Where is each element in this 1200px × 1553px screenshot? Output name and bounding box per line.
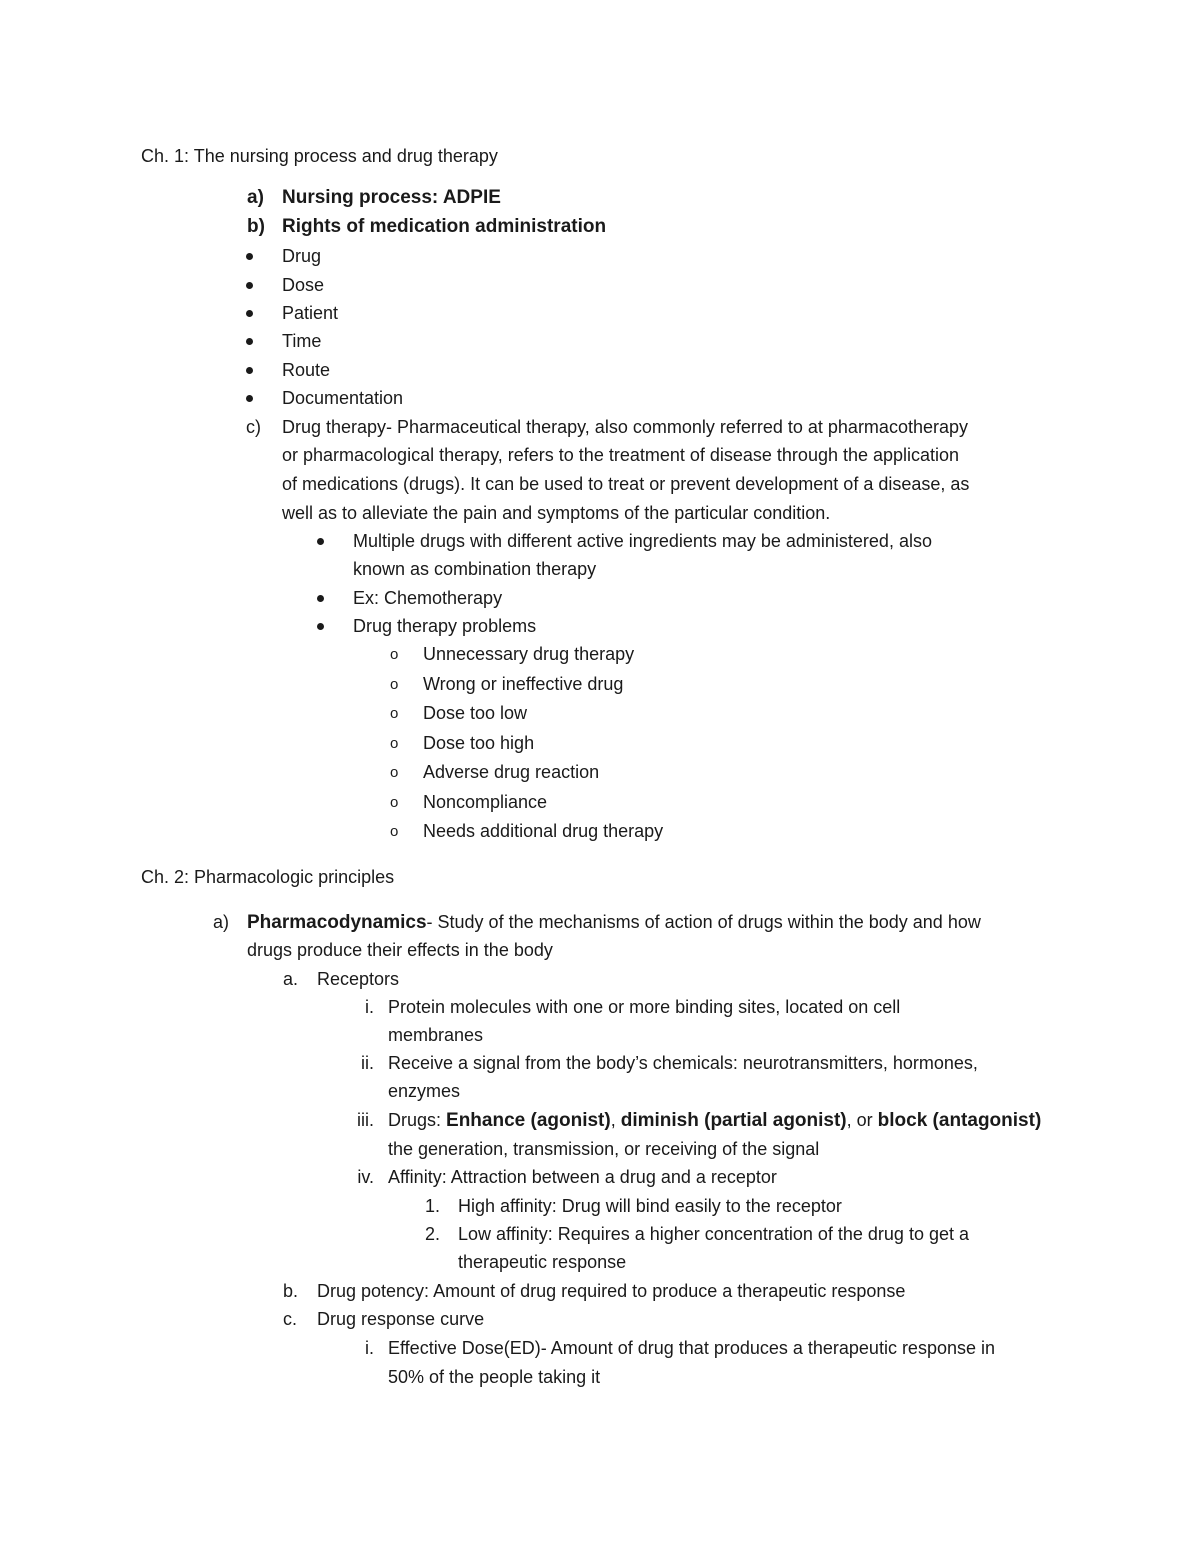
ch1-a-text: Nursing process: ADPIE xyxy=(282,187,501,208)
numbered-label: 1. xyxy=(425,1196,441,1216)
pharmacodynamics-def: - Study of the mechanisms of action of drugs within the body and how xyxy=(426,912,981,932)
roman-label: iv. xyxy=(357,1167,374,1187)
drugs-prefix: Drugs: xyxy=(388,1110,447,1130)
sub-bullet-line: known as combination therapy xyxy=(353,559,597,579)
curve-text: Drug response curve xyxy=(317,1309,485,1329)
ch1-c-line: or pharmacological therapy, refers to the treatment of disease through the application xyxy=(282,445,960,465)
bullet-icon xyxy=(246,338,253,345)
potency-label: b. xyxy=(283,1281,299,1301)
drugs-sep: , or xyxy=(846,1110,878,1130)
ed-line: Effective Dose(ED)- Amount of drug that produces a therapeutic response in xyxy=(388,1338,995,1358)
affinity-text: Affinity: Attraction between a drug and a receptor xyxy=(388,1167,777,1187)
ch1-b-text: Rights of medication administration xyxy=(282,216,607,237)
problem-item: Adverse drug reaction xyxy=(423,762,600,782)
receptor-detail-line: membranes xyxy=(388,1025,484,1045)
circle-marker: o xyxy=(390,794,399,811)
ch1-c-line: of medications (drugs). It can be used to treat or prevent development of a disease, as xyxy=(282,474,970,494)
right-item: Dose xyxy=(282,275,325,295)
bullet-icon xyxy=(317,623,324,630)
sub-bullet-line: Multiple drugs with different active ingredients may be administered, also xyxy=(353,531,932,551)
roman-label: iii. xyxy=(357,1110,374,1130)
potency-text: Drug potency: Amount of drug required to produce a therapeutic response xyxy=(317,1281,906,1301)
roman-label: i. xyxy=(365,1338,374,1358)
ch2-a-line2: drugs produce their effects in the body xyxy=(247,940,553,960)
receptor-detail-line: Protein molecules with one or more binding sites, located on cell xyxy=(388,997,901,1017)
right-item: Drug xyxy=(282,246,322,266)
problem-item: Dose too high xyxy=(423,733,535,753)
bullet-icon xyxy=(246,395,253,402)
receptors-label: a. xyxy=(283,969,299,989)
bullet-icon xyxy=(246,310,253,317)
bullet-icon xyxy=(317,595,324,602)
affinity-detail: High affinity: Drug will bind easily to the receptor xyxy=(458,1196,842,1216)
problem-item: Wrong or ineffective drug xyxy=(423,674,624,694)
affinity-detail: therapeutic response xyxy=(458,1252,627,1272)
circle-marker: o xyxy=(390,735,399,752)
ch2-a-label: a) xyxy=(213,912,230,932)
problem-item: Dose too low xyxy=(423,703,528,723)
roman-label: ii. xyxy=(361,1053,374,1073)
agonist-term: Enhance (agonist) xyxy=(446,1110,611,1131)
curve-label: c. xyxy=(283,1309,298,1329)
bullet-icon xyxy=(246,282,253,289)
ed-line: 50% of the people taking it xyxy=(388,1367,601,1387)
receptors-text: Receptors xyxy=(317,969,400,989)
ch1-heading: Ch. 1: The nursing process and drug therapy xyxy=(141,146,498,166)
ch2-heading: Ch. 2: Pharmacologic principles xyxy=(141,867,395,887)
ch2-a-line1 xyxy=(247,911,981,934)
right-item: Time xyxy=(282,331,322,351)
sub-bullet-line: Drug therapy problems xyxy=(353,616,537,636)
ch1-b-label: b) xyxy=(247,216,265,237)
numbered-label: 2. xyxy=(425,1224,441,1244)
ch1-a-label: a) xyxy=(247,187,264,208)
bullet-icon xyxy=(246,367,253,374)
sub-bullet-line: Ex: Chemotherapy xyxy=(353,588,503,608)
roman-label: i. xyxy=(365,997,374,1017)
ch1-c-label: c) xyxy=(246,417,261,437)
partial-agonist-term: diminish (partial agonist) xyxy=(620,1110,847,1131)
drugs-line2: the generation, transmission, or receiving of the signal xyxy=(388,1139,820,1159)
affinity-detail: Low affinity: Requires a higher concentration of the drug to get a xyxy=(458,1224,969,1244)
circle-marker: o xyxy=(390,646,399,663)
right-item: Patient xyxy=(282,303,339,323)
circle-marker: o xyxy=(390,823,399,840)
ch1-c-line: Drug therapy- Pharmaceutical therapy, also commonly referred to at pharmacotherapy xyxy=(282,417,968,437)
circle-marker: o xyxy=(390,764,399,781)
right-item: Route xyxy=(282,360,331,380)
problem-item: Unnecessary drug therapy xyxy=(423,644,635,664)
circle-marker: o xyxy=(390,676,399,693)
bullet-icon xyxy=(317,538,324,545)
antagonist-term: block (antagonist) xyxy=(877,1110,1042,1131)
ch1-c-line: well as to alleviate the pain and symptoms of the particular condition. xyxy=(282,503,831,523)
receptor-detail-line: Receive a signal from the body’s chemicals: neurotransmitters, hormones, xyxy=(388,1053,978,1073)
receptor-detail-line: enzymes xyxy=(388,1081,461,1101)
drugs-line xyxy=(388,1109,1041,1132)
problem-item: Noncompliance xyxy=(423,792,548,812)
problem-item: Needs additional drug therapy xyxy=(423,821,664,841)
circle-marker: o xyxy=(390,705,399,722)
right-item: Documentation xyxy=(282,388,404,408)
drugs-sep: , xyxy=(610,1110,621,1130)
bullet-icon xyxy=(246,253,253,260)
pharmacodynamics-term: Pharmacodynamics xyxy=(247,912,427,933)
